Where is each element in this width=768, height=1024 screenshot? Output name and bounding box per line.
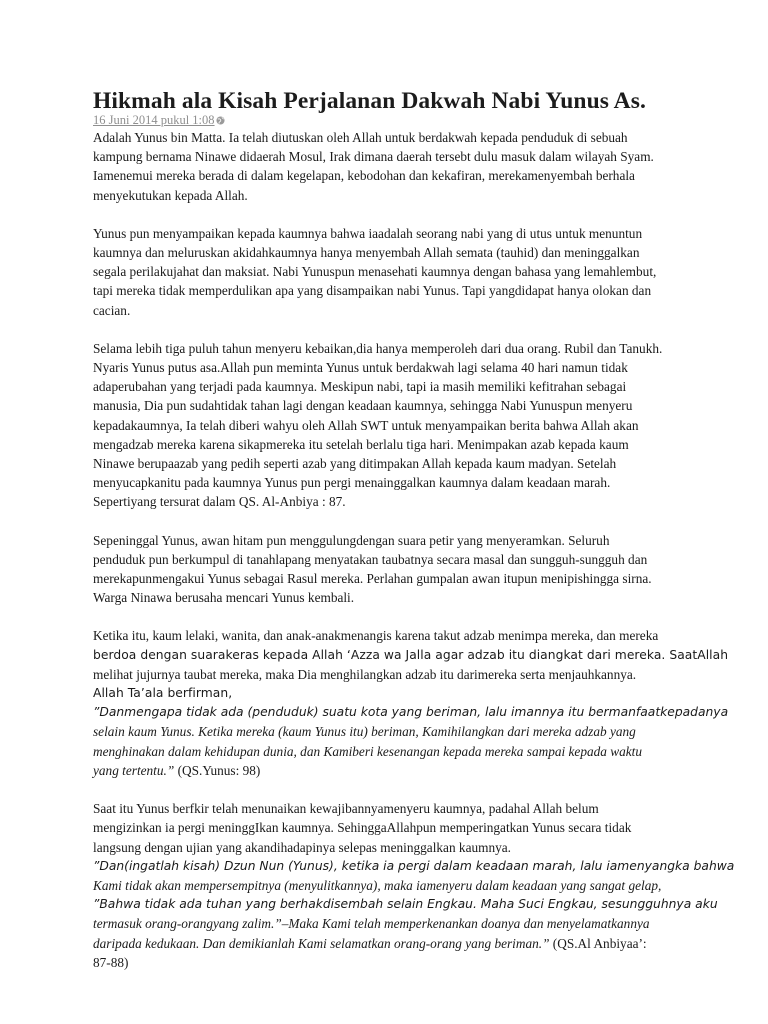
text-line: Nyaris Yunus putus asa.Allah pun meminta Yunus untuk berdakwah lagi selama 40 hari namun tidak — [93, 360, 628, 376]
text-line: tapi mereka tidak memperdulikan apa yang disampaikan nabi Yunus. Tapi yangdidapat hanya olokan dan — [93, 283, 652, 299]
text-line: Adalah Yunus bin Matta. Ia telah diutuskan oleh Allah untuk berdakwah kepada penduduk di sebuah — [93, 130, 628, 145]
text-line: berdoa dengan suarakeras kepada Allah ‘Azza wa Jalla agar adzab itu diangkat dari mereka. SaatAllah — [93, 647, 729, 662]
text-line: mengizinkan ia pergi meninggIkan kaumnya. SehinggaAllahpun memperingatkan Yunus secara tidak — [93, 820, 632, 836]
quote-line: termasuk orang-orangyang zalim.”–Maka Kami telah memperkenankan doanya dan menyelamatkannya — [93, 916, 650, 932]
text-line: kampung bernama Ninawe didaerah Mosul, Irak dimana daerah tersebt dulu masuk dalam wilayah Syam. — [93, 149, 654, 165]
text-line: Yunus pun menyampaikan kepada kaumnya bahwa iaadalah seorang nabi yang di utus untuk menuntun — [93, 225, 643, 241]
globe-icon — [216, 116, 225, 125]
quote-line: Kami tidak akan mempersempitnya (menyulitkannya), maka iamenyeru dalam keadaan yang sangat gelap, — [93, 877, 662, 893]
text-line: adaperubahan yang terjadi pada kaumnya. Meskipun nabi, tapi ia masih memiliki kefitrahan sebagai — [93, 379, 627, 395]
text-line: Saat itu Yunus berfkir telah menunaikan kewajibannyamenyeru kaumnya, padahal Allah belum — [93, 801, 599, 817]
text-line: Sepertiyang tersurat dalam QS. Al-Anbiya : 87. — [93, 494, 346, 510]
article — [93, 86, 735, 991]
text-line: kaumnya dan meluruskan akidahkaumnya hanya menyembah Allah semata (tauhid) dan meninggalkan — [93, 245, 640, 261]
quote-text: yang tertentu.” — [93, 762, 175, 778]
text-line: Selama lebih tiga puluh tahun menyeru kebaikan,dia hanya memperoleh dari dua orang. Rubil dan Tanukh. — [93, 340, 663, 356]
text-line: menyekutukan kepada Allah. — [93, 187, 248, 203]
quote-reference: (QS.Al Anbiyaa’: — [549, 935, 647, 951]
text-line: Ninawe berupaazab yang pedih seperti azab yang ditimpakan Allah kepada kaum madyan. Setelah — [93, 456, 617, 472]
quote-text: daripada kedukaan. Dan demikianlah Kami selamatkan orang-orang yang beriman.” — [93, 935, 550, 951]
text-line: cacian. — [93, 302, 131, 318]
text-line: merekapunmengakui Yunus sebagai Rasul mereka. Perlahan gumpalan awan itupun menipishingga sirna. — [93, 571, 652, 587]
paragraph-6 — [93, 799, 735, 972]
paragraph-3 — [93, 339, 693, 512]
quote-line — [93, 761, 693, 780]
quote-reference: (QS.Yunus: 98) — [174, 762, 261, 778]
text-line: menyucapkanitu pada kaumnya Yunus pun pergi menainggalkan kaumnya dalam keadaan marah. — [93, 475, 611, 491]
paragraph-5 — [93, 626, 729, 780]
text-line: penduduk pun berkumpul di tanahlapang menyatakan taubatnya secara masal dan sungguh-sungguh dan — [93, 551, 648, 567]
text-line: langsung dengan ujian yang akandihadapinya selepas meninggalkan kaumnya. — [93, 839, 511, 855]
text-line: manusia, Dia pun sudahtidak tahan lagi dengan keadaan kaumnya, sehingga Nabi Yunuspun menyeru — [93, 398, 633, 414]
quote-line: ”Bahwa tidak ada tuhan yang berhakdisembah selain Engkau. Maha Suci Engkau, sesungguhnya aku — [93, 897, 718, 912]
text-line: segala perilakujahat dan maksiat. Nabi Yunuspun menasehati kaumnya dengan bahasa yang lemahlembut, — [93, 264, 657, 280]
quote-line — [93, 934, 693, 953]
text-line: Allah Ta’ala berfirman, — [93, 686, 233, 701]
quote-reference: 87-88) — [93, 954, 129, 970]
text-line: Iamenemui mereka berada di dalam kegelapan, kebodohan dan kekafiran, merekamenyembah berhala — [93, 168, 635, 184]
text-line: Sepeninggal Yunus, awan hitam pun menggulungdengan suara petir yang menyeramkan. Seluruh — [93, 532, 610, 548]
date-link[interactable]: 16 Juni 2014 pukul 1:08 — [93, 113, 215, 127]
paragraph-1 — [93, 128, 693, 205]
text-line: kepadakaumnya, Ia telah diberi wahyu oleh Allah SWT untuk menyampaikan berita bahwa Allah akan — [93, 417, 639, 433]
paragraph-4 — [93, 531, 693, 608]
text-line: Warga Ninawa berusaha mencari Yunus kembali. — [93, 590, 355, 606]
quote-line: menghinakan dalam kehidupan dunia, dan Kamiberi kesenangan kepada mereka sampai kepada waktu — [93, 743, 643, 759]
text-line: Ketika itu, kaum lelaki, wanita, dan anak-anakmenangis karena takut adzab menimpa mereka, dan mereka — [93, 628, 659, 644]
paragraph-2 — [93, 224, 693, 320]
text-line: melihat jujurnya taubat mereka, maka Dia menghilangkan adzab itu darimereka serta menjauhkannya. — [93, 666, 637, 682]
quote-line: ”Dan(ingatlah kisah) Dzun Nun (Yunus), ketika ia pergi dalam keadaan marah, lalu iamenyangka bahwa — [93, 858, 735, 873]
text-line: mengadzab mereka karena sikapmereka itu setelah berlalu tiga hari. Menimpakan azab kepada kaum — [93, 436, 629, 452]
article-title: Hikmah ala Kisah Perjalanan Dakwah Nabi Yunus As. — [93, 88, 646, 114]
quote-line: ”Danmengapa tidak ada (penduduk) suatu kota yang beriman, lalu imannya itu bermanfaatkepadanya — [93, 705, 729, 720]
quote-line: selain kaum Yunus. Ketika mereka (kaum Yunus itu) beriman, Kamihilangkan dari mereka adzab yang — [93, 724, 636, 740]
